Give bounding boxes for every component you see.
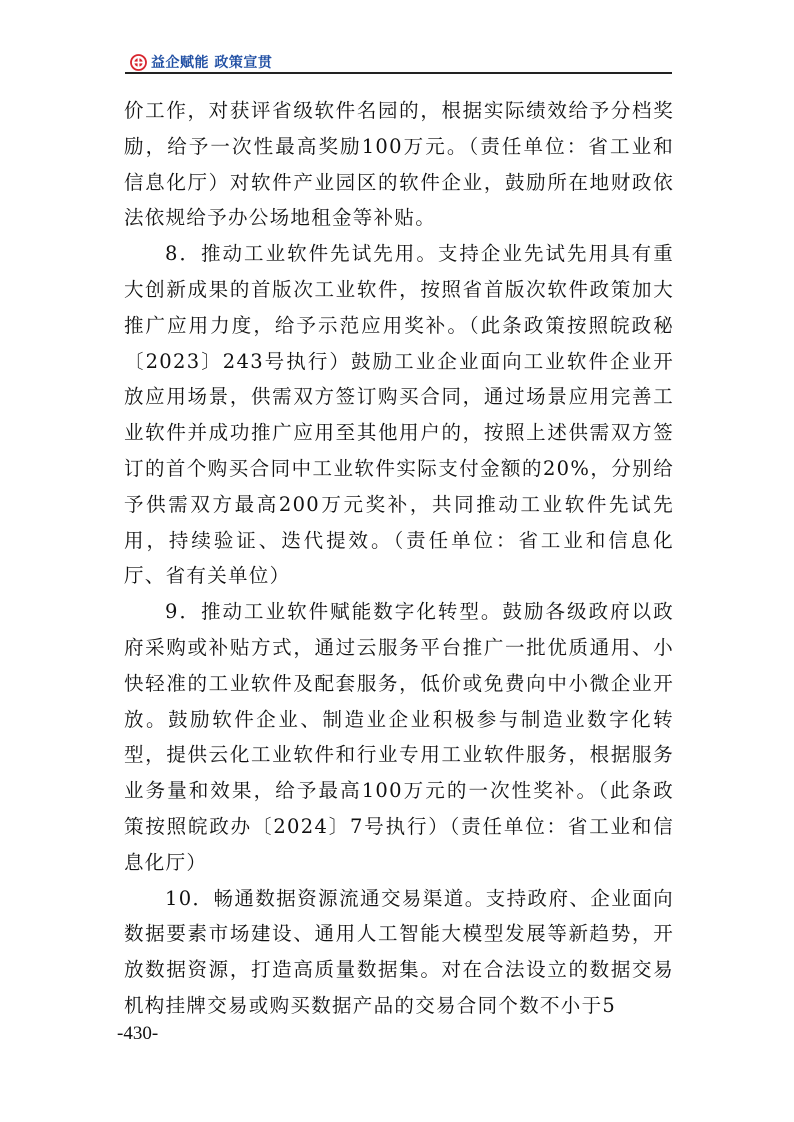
header-divider [125, 72, 672, 74]
document-body [124, 93, 674, 1024]
paragraph-item-8: 8．推动工业软件先试先用。支持企业先试先用具有重大创新成果的首版次工业软件，按照省首版次软件政策加大推广应用力度，给予示范应用奖补。（此条政策按照皖政秘〔2023〕243号执行）鼓励工业企业面向工业软件企业开放应用场景，供需双方签订购买合同，通过场景应用完善工业软件并成功推广应用至其他用户的，按照上述供需双方签订的首个购买合同中工业软件实际支付金额的20%，分别给予供需双方最高200万元奖补，共同推动工业软件先试先用，持续验证、迭代提效。（责任单位：省工业和信息化厅、省有关单位） [124, 242, 674, 588]
page-number: -430- [117, 1023, 159, 1044]
paragraph-continuation: 价工作，对获评省级软件名园的，根据实际绩效给予分档奖励，给予一次性最高奖励100万元。（责任单位：省工业和信息化厅）对软件产业园区的软件企业，鼓励所在地财政依法依规给予办公场地租金等补贴。 [124, 99, 674, 230]
page-header [130, 50, 272, 74]
paragraph-item-10: 10．畅通数据资源流通交易渠道。支持政府、企业面向数据要素市场建设、通用人工智能大模型发展等新趋势，开放数据资源，打造高质量数据集。对在合法设立的数据交易机构挂牌交易或购买数据产品的交易合同个数不小于5 [124, 886, 674, 1017]
paragraph-item-9: 9．推动工业软件赋能数字化转型。鼓励各级政府以政府采购或补贴方式，通过云服务平台推广一批优质通用、小快轻准的工业软件及配套服务，低价或免费向中小微企业开放。鼓励软件企业、制造业企业积极参与制造业数字化转型，提供云化工业软件和行业专用工业软件服务，根据服务业务量和效果，给予最高100万元的一次性奖补。（此条政策按照皖政办〔2024〕7号执行）（责任单位：省工业和信息化厅） [124, 600, 674, 874]
header-logo-text: 益企赋能 政策宣贯 [151, 55, 273, 71]
company-logo-icon [130, 54, 147, 71]
